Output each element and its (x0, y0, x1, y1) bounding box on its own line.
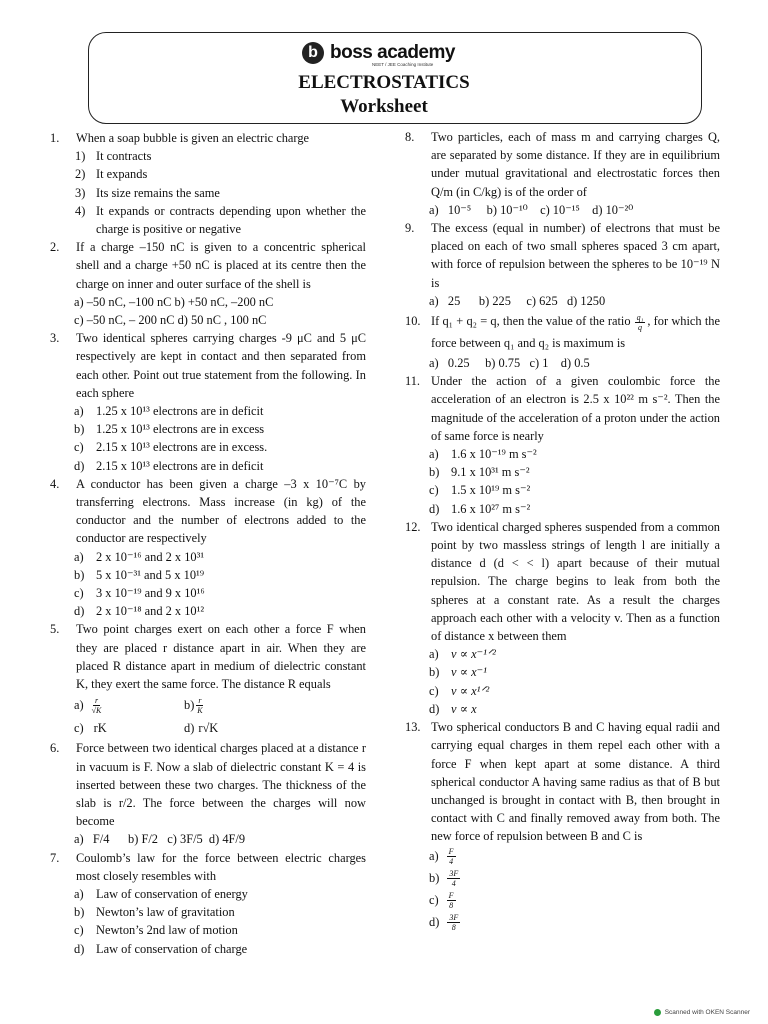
option-text: rK (93, 721, 107, 736)
question-text: If a charge –150 nC is given to a concentric spherical shell and a charge +50 nC is placed at its centre then the charge on inner and outer surface of the shell is (76, 240, 366, 291)
option (405, 445, 720, 463)
option-label: d) (184, 721, 195, 736)
option-row (50, 693, 366, 717)
option (405, 500, 720, 518)
option-text: Law of conservation of charge (96, 941, 248, 956)
question-text: A conductor has been given a charge –3 x 10⁻⁷C by transferring electrons. Mass increase (in kg) of the conductor and the number of electrons added to the conductor are respectively (76, 476, 366, 546)
option-line: a) 0.25 b) 0.75 c) 1 d) 0.5 (429, 356, 590, 371)
option-row (50, 717, 366, 739)
question-text: Force between two identical charges placed at a distance r in vacuum is F. Now a slab of dielectric constant K = 4 is inserted between these two charges. The thickness of the slab is r/2. The force between the charges will now become (76, 741, 366, 829)
option-text: 2 x 10⁻¹⁸ and 2 x 10¹² (96, 604, 205, 619)
option-text: v ∝ x¹ᐟ² (451, 683, 490, 698)
option (50, 566, 366, 584)
question-8 (405, 128, 720, 201)
question-3 (50, 329, 366, 402)
question-number: 5. (50, 622, 60, 637)
question-2 (50, 238, 366, 293)
option-label: c) (429, 483, 439, 498)
option (50, 921, 366, 939)
option-text: 3 x 10⁻¹⁹ and 9 x 10¹⁶ (96, 586, 205, 601)
option-label: c) (74, 923, 84, 938)
option-label: a) (74, 549, 84, 564)
fraction-denominator: q (637, 322, 642, 332)
question-number: 4. (50, 476, 60, 491)
option-text: 9.1 x 10³¹ m s⁻² (451, 465, 530, 480)
option (50, 940, 366, 958)
option-line: a) 10⁻⁵ b) 10⁻¹⁰ c) 10⁻¹⁵ d) 10⁻²⁰ (429, 202, 634, 217)
option (429, 912, 720, 934)
question-number: 8. (405, 130, 415, 144)
option-text: It expands (96, 167, 148, 182)
option-label: b) (74, 905, 85, 920)
scanner-logo-icon (654, 1009, 661, 1016)
option-label: 2) (75, 167, 86, 182)
question-text: Two identical spheres carrying charges -9 μC and 5 μC respectively are kept in contact and then separated from each other. Point out true statement from the following. In each sphere (76, 331, 366, 400)
option-text: 2 x 10⁻¹⁶ and 2 x 10³¹ (96, 549, 205, 564)
scanner-watermark (654, 1009, 750, 1016)
option (405, 481, 720, 499)
option (50, 885, 366, 903)
option-c (74, 719, 184, 737)
option-label: a) (74, 698, 84, 713)
logo-mark-icon: b (302, 42, 324, 64)
option (50, 202, 366, 238)
question-number: 2. (50, 240, 60, 255)
option (50, 903, 366, 921)
option-label: d) (429, 915, 440, 930)
option-line: a) –50 nC, –100 nC b) +50 nC, –200 nC (74, 294, 274, 309)
option-text: v ∝ x⁻¹ (451, 665, 487, 680)
question-1 (50, 129, 366, 147)
option-text: It expands or contracts depending upon whether the charge is positive or negative (96, 203, 366, 237)
question-number: 7. (50, 850, 60, 865)
option (50, 402, 366, 420)
fraction-numerator: F (448, 847, 454, 857)
question-13 (405, 718, 720, 845)
question-number: 13. (405, 720, 421, 735)
question-text: When a soap bubble is given an electric charge (76, 131, 310, 145)
option-label: b) (429, 465, 440, 480)
option-text: 2.15 x 10¹³ electrons are in deficit (96, 458, 264, 473)
fraction (447, 913, 460, 932)
option-text: Its size remains the same (96, 185, 220, 200)
option (50, 602, 366, 620)
option (429, 868, 720, 890)
fraction-denominator: √K (91, 705, 102, 715)
question-number: 12. (405, 519, 421, 534)
option-label: d) (74, 458, 85, 473)
question-text: Two identical charged spheres suspended from a common point by two massless strings of length l are initially a distance d (d < < l) apart because of their mutual repulsion. The charge begins to leak from both the spheres at a constant rate. As a result the charges approach each other with a velocity v. Then as a function of distance x between them (431, 519, 720, 644)
question-text: If q₁ + q₂ = q, then the value of the ratio (431, 314, 631, 329)
option-text: 1.6 x 10²⁷ m s⁻² (451, 501, 531, 516)
fraction-denominator: K (197, 705, 203, 715)
scanner-text: Scanned with OKEN Scanner (664, 1009, 750, 1016)
option-text: Law of conservation of energy (96, 886, 248, 901)
question-number: 3. (50, 331, 60, 346)
option (429, 890, 720, 912)
fraction (447, 847, 456, 866)
option (50, 438, 366, 456)
option (50, 147, 366, 165)
option-label: a) (74, 886, 84, 901)
question-number: 10. (405, 314, 421, 329)
fraction-numerator: r (94, 695, 99, 705)
question-text: Under the action of a given coulombic force the acceleration of an electron is 2.5 x 10²² m s⁻². Then the magnitude of the acceleration of a proton under the action of same force is nearly (431, 374, 720, 443)
option-label: c) (429, 893, 439, 908)
option-label: c) (429, 683, 439, 698)
option (405, 682, 720, 700)
option-label: d) (429, 501, 440, 516)
option-b (184, 696, 203, 715)
question-text: Two spherical conductors B and C having equal radii and carrying equal charges in them repel each other with a force F when kept apart at some distance. A third spherical conductor A having same radius as that of B but unchanged is brought in contact with B, then brought in contact with C and finally removed away from both. The new force of repulsion between B and C is (431, 720, 720, 844)
option-label: c) (74, 440, 84, 455)
option-label: a) (429, 447, 439, 462)
option-text: 1.25 x 10¹³ electrons are in deficit (96, 404, 264, 419)
option-label: c) (74, 721, 84, 736)
fraction-numerator: 3F (449, 913, 459, 923)
question-text: , for which the force between q₁ and q₂ is maximum is (431, 314, 720, 351)
fraction-denominator: 8 (451, 923, 456, 933)
fraction-denominator: 8 (449, 901, 454, 911)
question-text: Coulomb’s law for the force between electric charges most closely resembles with (76, 850, 366, 883)
fraction-numerator: 3F (449, 869, 459, 879)
question-12 (405, 518, 720, 645)
page-title: ELECTROSTATICS (298, 72, 470, 93)
fraction (196, 696, 203, 715)
option (405, 663, 720, 681)
option-line: a) 25 b) 225 c) 625 d) 1250 (429, 293, 606, 308)
option-label: 3) (75, 185, 86, 200)
fraction-numerator: F (448, 891, 454, 901)
option (429, 846, 720, 868)
option-label: d) (74, 941, 85, 956)
option-label: a) (429, 849, 439, 864)
option-label: b) (74, 567, 85, 582)
option (405, 463, 720, 481)
option-d (184, 719, 218, 737)
option-line: a) F/4 b) F/2 c) 3F/5 d) 4F/9 (74, 832, 246, 847)
page-subtitle: Worksheet (340, 96, 428, 117)
option-text: 1.5 x 10¹⁹ m s⁻² (451, 483, 531, 498)
option-text: Newton’s law of gravitation (96, 905, 235, 920)
question-number: 1. (50, 131, 60, 145)
question-9 (405, 219, 720, 292)
question-6 (50, 739, 366, 830)
question-11 (405, 372, 720, 445)
option-text: It contracts (96, 149, 152, 164)
option-label: c) (74, 586, 84, 601)
option (50, 584, 366, 602)
question-text: Two point charges exert on each other a force F when they are placed r distance apart in air. When they are placed R distance apart in medium of dielectric constant K, they exert the same force. The distance R equals (76, 622, 366, 692)
question-7 (50, 849, 366, 885)
option-a (74, 696, 184, 715)
option (50, 420, 366, 438)
option-text: 1.25 x 10¹³ electrons are in excess (96, 422, 265, 437)
right-column (405, 128, 720, 934)
question-text: The excess (equal in number) of electrons that must be placed on each of two small spheres spaced 3 cm apart, with force of repulsion between the spheres to be 10⁻¹⁹ N is (431, 221, 720, 290)
fraction (447, 869, 460, 888)
option (50, 457, 366, 475)
option-label: b) (429, 871, 440, 886)
question-text: Two particles, each of mass m and carrying charges Q, are separated by some distance. If they are in equilibrium under mutual gravitational and electrostatic forces then Q/m (in C/kg) is of the order of (431, 130, 720, 199)
fraction-denominator: 4 (451, 879, 456, 889)
logo-tagline: NEET / JEE Coaching Institute (372, 62, 434, 67)
option-text: r√K (198, 721, 219, 736)
logo-text: boss academy (330, 42, 455, 63)
option-label: a) (74, 404, 84, 419)
fraction-numerator: r (198, 695, 202, 705)
left-column (50, 129, 366, 958)
option (405, 645, 720, 663)
fraction (447, 891, 456, 910)
question-number: 11. (405, 374, 421, 389)
option (50, 184, 366, 202)
option (405, 700, 720, 718)
option-text: Newton’s 2nd law of motion (96, 923, 238, 938)
option-label: 1) (75, 149, 86, 164)
option-text: 1.6 x 10⁻¹⁹ m s⁻² (451, 447, 537, 462)
question-4 (50, 475, 366, 548)
question-number: 6. (50, 741, 60, 756)
option-label: 4) (75, 203, 86, 218)
option-text: 2.15 x 10¹³ electrons are in excess. (96, 440, 268, 455)
option-label: a) (429, 647, 439, 662)
option-text: v ∝ x⁻¹ᐟ² (451, 647, 496, 662)
option-stack (405, 846, 720, 934)
logo (302, 42, 455, 64)
question-5 (50, 620, 366, 693)
option-line: c) –50 nC, – 200 nC d) 50 nC , 100 nC (74, 313, 267, 328)
question-number: 9. (405, 221, 415, 236)
fraction (635, 313, 646, 332)
option-label: b) (74, 422, 85, 437)
option-label: d) (74, 604, 85, 619)
option-text: 5 x 10⁻³¹ and 5 x 10¹⁹ (96, 567, 205, 582)
option-label: d) (429, 701, 440, 716)
question-10 (405, 310, 720, 354)
option-text: v ∝ x (451, 701, 477, 716)
option-label: b) (184, 698, 195, 713)
fraction-numerator: q₁ (636, 312, 644, 322)
option-label: b) (429, 665, 440, 680)
fraction-denominator: 4 (449, 857, 454, 867)
fraction (92, 696, 102, 715)
option (50, 548, 366, 566)
option (50, 165, 366, 183)
